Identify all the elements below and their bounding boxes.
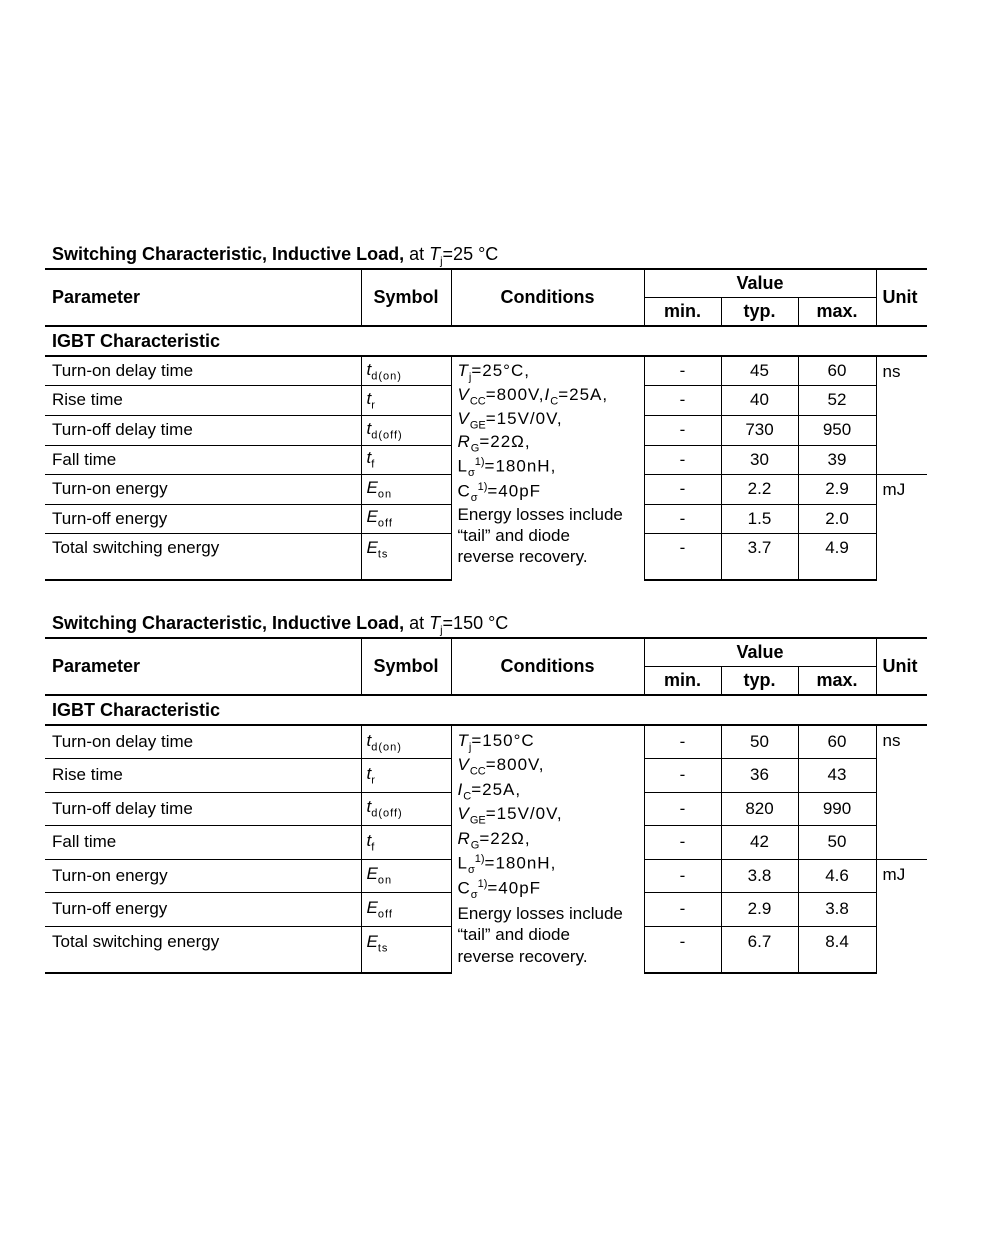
header-max: max.: [798, 297, 876, 326]
symbol-cell: $E_{off}$: [361, 892, 451, 926]
header-row: [45, 269, 927, 297]
min-cell: -: [644, 725, 721, 758]
symbol-cell: $t_r$: [361, 385, 451, 415]
min-cell: -: [644, 926, 721, 973]
header-symbol: Symbol: [361, 269, 451, 326]
group-row: [45, 695, 927, 725]
typ-cell: 6.7: [721, 926, 798, 973]
max-cell: 4.6: [798, 859, 876, 892]
group-title: IGBT Characteristic: [45, 695, 927, 725]
max-cell: 990: [798, 792, 876, 825]
table-caption: Switching Characteristic, Inductive Load, at $T_j=150$ °C: [52, 613, 509, 637]
param-cell: Turn-off delay time: [45, 792, 361, 825]
caption-title: Switching Characteristic, Inductive Load,: [52, 613, 405, 633]
group-title: IGBT Characteristic: [45, 326, 927, 356]
param-cell: Turn-off delay time: [45, 415, 361, 445]
param-cell: Turn-on delay time: [52, 731, 194, 751]
max-cell: 39: [798, 445, 876, 474]
param-cell: Turn-off energy: [45, 892, 361, 926]
header-value: Value: [644, 638, 876, 666]
unit-cell-ns: ns: [876, 725, 927, 859]
min-cell: -: [644, 758, 721, 792]
typ-cell: 730: [721, 415, 798, 445]
typ-cell: 2.9: [721, 892, 798, 926]
typ-cell: 36: [721, 758, 798, 792]
param-cell: Rise time: [45, 758, 361, 792]
min-cell: -: [644, 445, 721, 474]
table-caption: Switching Characteristic, Inductive Load, at $T_j=25$ °C: [52, 244, 499, 268]
param-cell: Total switching energy: [45, 533, 361, 580]
typ-cell: 1.5: [721, 504, 798, 533]
min-cell: -: [644, 415, 721, 445]
param-cell: Fall time: [45, 445, 361, 474]
typ-cell: 2.2: [721, 474, 798, 504]
symbol-cell: $t_f$: [361, 445, 451, 474]
conditions-cell: $T_j=150^\circ C$ $V_{CC}=800V$, $I_C=25A$, $V_{GE}=15V/0V$, $R_G=22\Omega$, $L_\sigma^{1)}=180nH$, $C_\sigma^{1)}=40pF$ Energy losses include “tail” and diode reverse recovery.: [451, 725, 644, 973]
max-cell: 4.9: [798, 533, 876, 580]
param-cell: Turn-on delay time: [52, 360, 194, 380]
caption-title: Switching Characteristic, Inductive Load,: [52, 244, 405, 264]
max-cell: 60: [798, 725, 876, 758]
max-cell: 52: [798, 385, 876, 415]
param-cell: Turn-on energy: [45, 474, 361, 504]
header-unit: Unit: [876, 269, 927, 326]
header-unit: Unit: [876, 638, 927, 695]
header-max: max.: [798, 666, 876, 695]
unit-cell-mj: mJ: [876, 474, 927, 580]
spec-table: [45, 637, 927, 974]
header-value: Value: [644, 269, 876, 297]
typ-cell: 45: [721, 356, 798, 385]
symbol-cell: $t_{d(on)}$: [361, 725, 451, 758]
header-conditions: Conditions: [451, 638, 644, 695]
max-cell: 2.0: [798, 504, 876, 533]
header-parameter: Parameter: [45, 638, 361, 695]
header-symbol: Symbol: [361, 638, 451, 695]
max-cell: 3.8: [798, 892, 876, 926]
table-row: [45, 356, 927, 385]
param-cell: Fall time: [45, 825, 361, 859]
symbol-cell: $t_r$: [361, 758, 451, 792]
typ-cell: 42: [721, 825, 798, 859]
typ-cell: 40: [721, 385, 798, 415]
param-cell: Rise time: [45, 385, 361, 415]
min-cell: -: [644, 504, 721, 533]
min-cell: -: [644, 533, 721, 580]
header-parameter: Parameter: [45, 269, 361, 326]
header-typ: typ.: [721, 297, 798, 326]
symbol-cell: $t_f$: [361, 825, 451, 859]
symbol-cell: $E_{ts}$: [361, 926, 451, 973]
max-cell: 8.4: [798, 926, 876, 973]
max-cell: 2.9: [798, 474, 876, 504]
max-cell: 43: [798, 758, 876, 792]
header-typ: typ.: [721, 666, 798, 695]
symbol-cell: $E_{on}$: [361, 474, 451, 504]
switching-characteristic-150c: [45, 609, 927, 974]
typ-cell: 3.8: [721, 859, 798, 892]
max-cell: 60: [798, 356, 876, 385]
group-row: [45, 326, 927, 356]
min-cell: -: [644, 859, 721, 892]
switching-characteristic-25c: [45, 240, 927, 581]
symbol-cell: $t_{d(off)}$: [361, 792, 451, 825]
unit-cell-ns: ns: [876, 356, 927, 474]
typ-cell: 3.7: [721, 533, 798, 580]
table-row: [45, 725, 927, 758]
min-cell: -: [644, 825, 721, 859]
typ-cell: 30: [721, 445, 798, 474]
conditions-cell: $T_j=25^\circ C$, $V_{CC}=800V,I_C=25A$, $V_{GE}=15V/0V$, $R_G=22\Omega$, $L_\sigma^{1)}=180nH$, $C_\sigma^{1)}=40pF$ Energy losses include “tail” and diode reverse recovery.: [451, 356, 644, 580]
min-cell: -: [644, 385, 721, 415]
param-cell: Turn-on energy: [45, 859, 361, 892]
param-cell: Turn-off energy: [45, 504, 361, 533]
min-cell: -: [644, 792, 721, 825]
header-row: [45, 638, 927, 666]
param-cell: Total switching energy: [45, 926, 361, 973]
max-cell: 50: [798, 825, 876, 859]
header-min: min.: [644, 666, 721, 695]
symbol-cell: $t_{d(off)}$: [361, 415, 451, 445]
min-cell: -: [644, 356, 721, 385]
symbol-cell: $E_{ts}$: [361, 533, 451, 580]
spec-table: [45, 268, 927, 581]
typ-cell: 820: [721, 792, 798, 825]
min-cell: -: [644, 474, 721, 504]
symbol-cell: $E_{on}$: [361, 859, 451, 892]
unit-cell-mj: mJ: [876, 859, 927, 973]
symbol-cell: $t_{d(on)}$: [361, 356, 451, 385]
header-conditions: Conditions: [451, 269, 644, 326]
symbol-cell: $E_{off}$: [361, 504, 451, 533]
typ-cell: 50: [721, 725, 798, 758]
max-cell: 950: [798, 415, 876, 445]
header-min: min.: [644, 297, 721, 326]
min-cell: -: [644, 892, 721, 926]
